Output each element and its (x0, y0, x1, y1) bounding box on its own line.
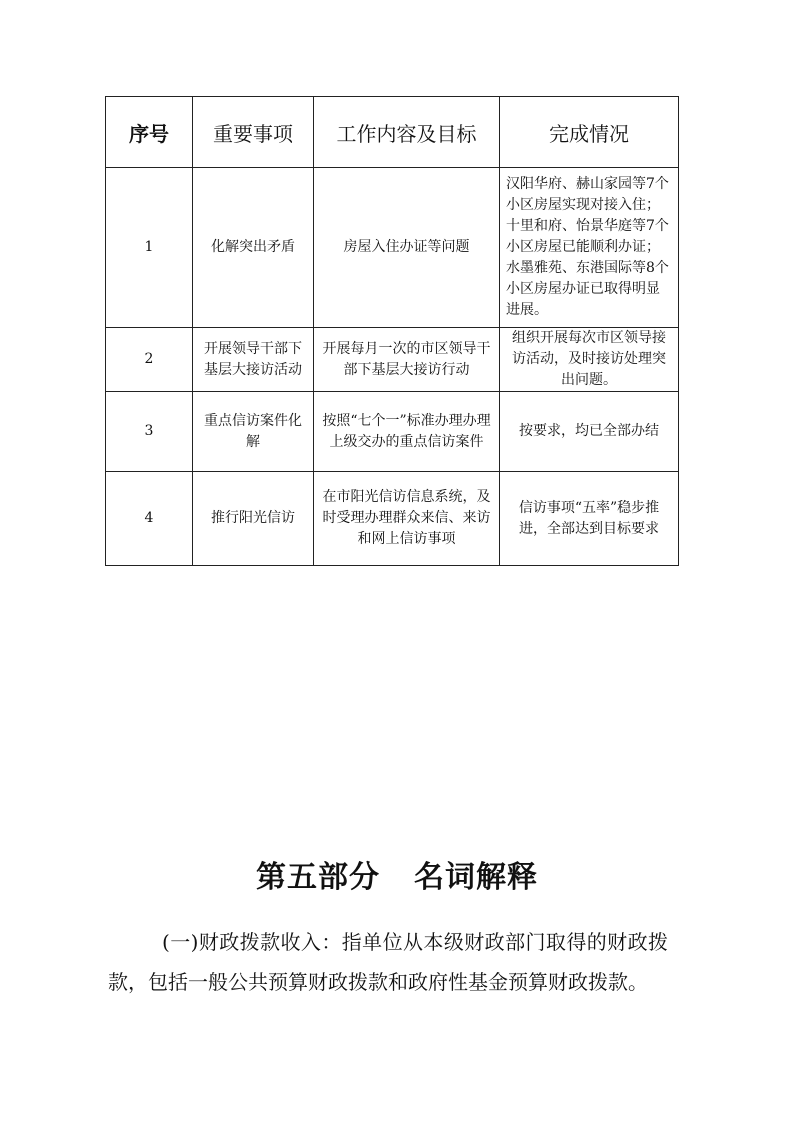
row-status: 按要求，均已全部办结 (500, 392, 679, 472)
row-content: 房屋入住办证等问题 (314, 168, 500, 328)
header-item: 重要事项 (193, 97, 314, 168)
row-content: 在市阳光信访信息系统，及时受理办理群众来信、来访和网上信访事项 (314, 472, 500, 566)
section-part-label: 第五部分 (256, 860, 380, 895)
definition-paragraph: (一)财政拨款收入：指单位从本级财政部门取得的财政拨款，包括一般公共预算财政拨款和政府性基金预算财政拨款。 (108, 930, 668, 994)
section-title (0, 852, 794, 896)
section-name-label: 名词解释 (414, 860, 538, 895)
header-content: 工作内容及目标 (314, 97, 500, 168)
row-item: 重点信访案件化解 (193, 392, 314, 472)
row-no: 1 (106, 168, 193, 328)
row-status: 组织开展每次市区领导接访活动，及时接访处理突出问题。 (500, 328, 679, 392)
table-row (106, 328, 679, 392)
row-status: 汉阳华府、赫山家园等7个小区房屋实现对接入住；十里和府、怡景华庭等7个小区房屋已能顺利办证；水墨雅苑、东港国际等8个小区房屋办证已取得明显进展。 (500, 168, 679, 328)
row-content: 开展每月一次的市区领导干部下基层大接访行动 (314, 328, 500, 392)
row-no: 2 (106, 328, 193, 392)
work-table (105, 96, 679, 566)
table-row (106, 392, 679, 472)
row-item: 开展领导干部下基层大接访活动 (193, 328, 314, 392)
row-item: 化解突出矛盾 (193, 168, 314, 328)
table-header-row (106, 97, 679, 168)
row-item: 推行阳光信访 (193, 472, 314, 566)
table-row (106, 472, 679, 566)
header-status: 完成情况 (500, 97, 679, 168)
header-no: 序号 (106, 97, 193, 168)
table-row (106, 168, 679, 328)
row-no: 4 (106, 472, 193, 566)
row-no: 3 (106, 392, 193, 472)
row-content: 按照“七个一”标准办理办理上级交办的重点信访案件 (314, 392, 500, 472)
row-status: 信访事项“五率”稳步推进，全部达到目标要求 (500, 472, 679, 566)
